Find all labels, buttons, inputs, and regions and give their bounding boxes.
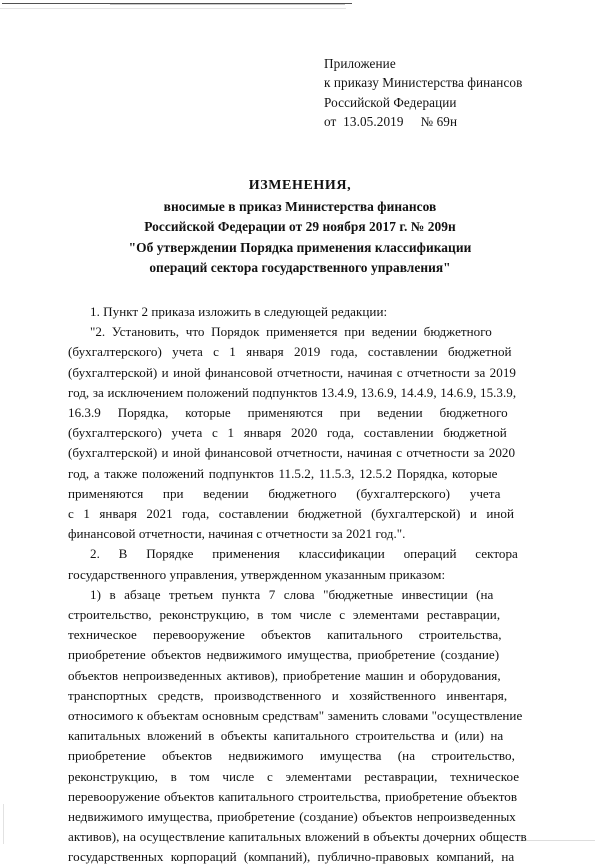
body-line: "2. Установить, что Порядок применяется при ведении бюджетного (90, 324, 492, 340)
body-line: государственных корпораций (компаний), публично-правовых компаний, на (68, 849, 515, 865)
body-line: приобретение объектов недвижимого имущества (на строительство, (68, 748, 515, 764)
body-line: (бухгалтерской) и иной финансовой отчетности, начиная с отчетности за 2019 (68, 364, 516, 380)
body-line: 1) в абзаце третьем пункта 7 слова "бюджетные инвестиции (на (90, 586, 494, 602)
title-line-federation-order: Российской Федерации от 29 ноября 2017 г. № 209н (144, 219, 456, 235)
body-line: активов), на осуществление капитальных вложений в объекты дочерних обществ (68, 829, 527, 845)
scan-artifact-line-tertiary (0, 8, 346, 9)
body-line: 16.3.9 Порядка, которые применяются при ведении бюджетного (68, 405, 508, 421)
document-body (68, 302, 533, 868)
body-line: год, за исключением положений подпунктов 13.4.9, 13.6.9, 14.4.9, 14.6.9, 15.3.9, (68, 384, 517, 400)
body-line: транспортных средств, производственного и хозяйственного инвентаря, (68, 687, 508, 703)
scan-artifact-line-secondary (110, 4, 345, 5)
body-line: объектов непроизведенных активов), приобретение машин и оборудования, (68, 667, 501, 683)
header-line-order-authority: к приказу Министерства финансов (324, 75, 523, 91)
document-header-block (324, 54, 574, 132)
body-line: относимого к объектам основным средствам" заменить словами "осуществление (68, 708, 523, 724)
header-line-appendix: Приложение (324, 56, 396, 71)
body-line: перевооружение объектов капитального строительства, приобретение объектов (68, 788, 518, 804)
body-line: приобретение объектов недвижимого имущества, приобретение (создание) (68, 647, 500, 663)
body-line: с 1 января 2021 года, составлении бюджетной (бухгалтерской) и иной (68, 506, 515, 522)
body-line: техническое перевооружение объектов капитального строительства, (68, 627, 502, 643)
body-line: финансовой отчетности, начиная с отчетности за 2021 год.". (68, 526, 406, 542)
body-line: недвижимого имущества, приобретение (создание) объектов непроизведенных (68, 809, 516, 825)
title-line-subject-1: "Об утверждении Порядка применения классификации (128, 239, 472, 255)
body-line: (бухгалтерского) учета с 1 января 2020 года, составлении бюджетной (68, 425, 507, 441)
body-line: государственного управления, утвержденном указанным приказом: (68, 566, 446, 582)
body-line: строительство, реконструкцию, в том числе с элементами реставрации, (68, 607, 501, 623)
body-line: 1. Пункт 2 приказа изложить в следующей редакции: (90, 304, 388, 319)
body-line: (бухгалтерского) учета с 1 января 2019 года, составлении бюджетной (68, 344, 512, 360)
body-line: (бухгалтерской) и иной финансовой отчетности, начиная с отчетности за 2020 (68, 445, 516, 461)
document-title-block (40, 176, 560, 279)
body-line: год, а также положений подпунктов 11.5.2, 11.5.3, 12.5.2 Порядка, которые (68, 465, 498, 481)
title-line-introduced-into: вносимые в приказ Министерства финансов (163, 198, 437, 214)
header-line-date-number: от 13.05.2019 № 69н (324, 114, 458, 130)
body-line: применяются при ведении бюджетного (бухгалтерского) учета (68, 485, 501, 501)
body-line: капитальных вложений в объекты капитального строительства и (или) на (68, 728, 504, 744)
body-line: 2. В Порядке применения классификации операций сектора (90, 546, 518, 562)
body-line: реконструкцию, в том числе с элементами реставрации, техническое (68, 768, 520, 784)
scan-edge-left (3, 804, 4, 844)
title-line-changes: ИЗМЕНЕНИЯ, (248, 178, 352, 193)
title-line-subject-2: операций сектора государственного управления" (149, 260, 451, 276)
header-line-federation: Российской Федерации (324, 94, 457, 110)
